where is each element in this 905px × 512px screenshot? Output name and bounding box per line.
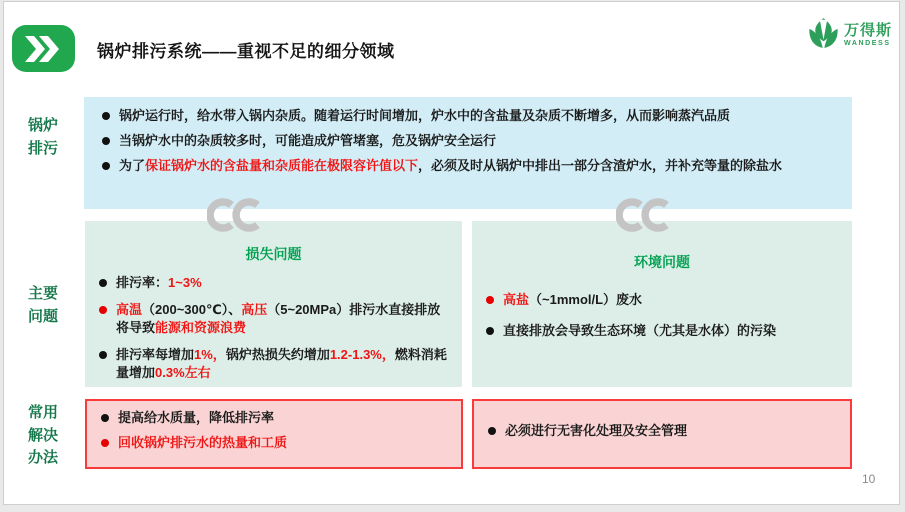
bullet-dot-icon — [99, 279, 107, 287]
bullet-dot-icon — [99, 351, 107, 359]
page-title: 锅炉排污系统——重视不足的细分领域 — [97, 42, 395, 61]
logo-name-en: WANDESS — [844, 40, 891, 48]
bullet-dot-icon — [102, 162, 110, 170]
quote-icon — [616, 195, 674, 240]
page-number: 10 — [862, 472, 876, 486]
solution-box-right — [472, 399, 852, 469]
bullet-item — [99, 434, 449, 452]
bullet-list — [97, 274, 450, 382]
bullet-text: 高盐（~1mmol/L）废水 — [503, 292, 643, 307]
bullet-dot-icon — [486, 296, 494, 304]
bullet-list — [484, 291, 840, 340]
row-label-line: 问题 — [27, 307, 58, 325]
solution-box-left — [85, 399, 463, 469]
bullet-item — [97, 346, 450, 382]
double-chevron-icon — [12, 25, 75, 72]
row-label-line: 锅炉 — [27, 117, 58, 134]
bullet-text: 当锅炉水中的杂质较多时，可能造成炉管堵塞，危及锅炉安全运行 — [119, 132, 497, 148]
bullet-dot-icon — [488, 427, 496, 435]
intro-box — [84, 97, 852, 209]
bullet-item — [484, 291, 840, 309]
bullet-item — [100, 132, 838, 150]
bullet-list — [100, 107, 838, 175]
environment-problem-box — [472, 221, 852, 387]
bullet-dot-icon — [102, 112, 110, 120]
bullet-dot-icon — [102, 137, 110, 145]
section-header-loss: 损失问题 — [245, 246, 302, 262]
bullet-list — [486, 422, 838, 447]
logo-name-cn: 万得斯 — [844, 21, 893, 39]
quote-icon — [207, 195, 265, 240]
bullet-text: 排污率：1~3% — [116, 275, 202, 290]
bullet-text: 直接排放会导致生态环境（尤其是水体）的污染 — [503, 322, 777, 338]
bullet-item — [97, 274, 450, 292]
bullet-item — [100, 157, 838, 175]
wandess-logo-icon — [807, 15, 840, 56]
row-label-line: 解决 — [27, 426, 58, 444]
loss-problem-box — [85, 221, 462, 387]
row-label-common-solutions — [4, 402, 82, 470]
row-label-line: 常用 — [27, 404, 58, 421]
bullet-dot-icon — [99, 306, 107, 314]
bullet-text: 为了保证锅炉水的含盐量和杂质能在极限容许值以下，必须及时从锅炉中排出一部分含渣炉水，并补充等量的除盐水 — [119, 157, 783, 173]
bullet-text: 高温（200~300℃）、高压（5~20MPa）排污水直接排放将导致能源和资源浪费 — [116, 301, 441, 335]
wandess-logo — [807, 15, 892, 56]
slide-canvas — [3, 1, 900, 505]
row-label-line: 主要 — [27, 285, 58, 302]
bullet-text: 提高给水质量，降低排污率 — [118, 410, 275, 426]
bullet-dot-icon — [101, 439, 109, 447]
bullet-item — [97, 301, 450, 337]
row-label-line: 排污 — [27, 139, 58, 157]
bullet-text: 必须进行无害化处理及安全管理 — [505, 422, 688, 438]
bullet-text: 锅炉运行时，给水带入锅内杂质。随着运行时间增加，炉水中的含盐量及杂质不断增多，从而影响蒸汽品质 — [119, 108, 731, 123]
row-label-boiler-blowdown — [4, 115, 82, 160]
bullet-item — [99, 409, 449, 427]
bullet-list — [99, 409, 449, 459]
bullet-item — [100, 107, 838, 125]
bullet-item — [484, 322, 840, 340]
row-label-line: 办法 — [27, 449, 58, 466]
bullet-item — [486, 422, 838, 440]
section-header-environment: 环境问题 — [634, 254, 690, 270]
bullet-text: 回收锅炉排污水的热量和工质 — [118, 435, 288, 450]
bullet-dot-icon — [486, 327, 494, 335]
row-label-main-problems — [4, 283, 82, 328]
bullet-dot-icon — [101, 414, 109, 422]
bullet-text: 排污率每增加1%，锅炉热损失约增加1.2-1.3%，燃料消耗量增加0.3%左右 — [116, 346, 447, 380]
